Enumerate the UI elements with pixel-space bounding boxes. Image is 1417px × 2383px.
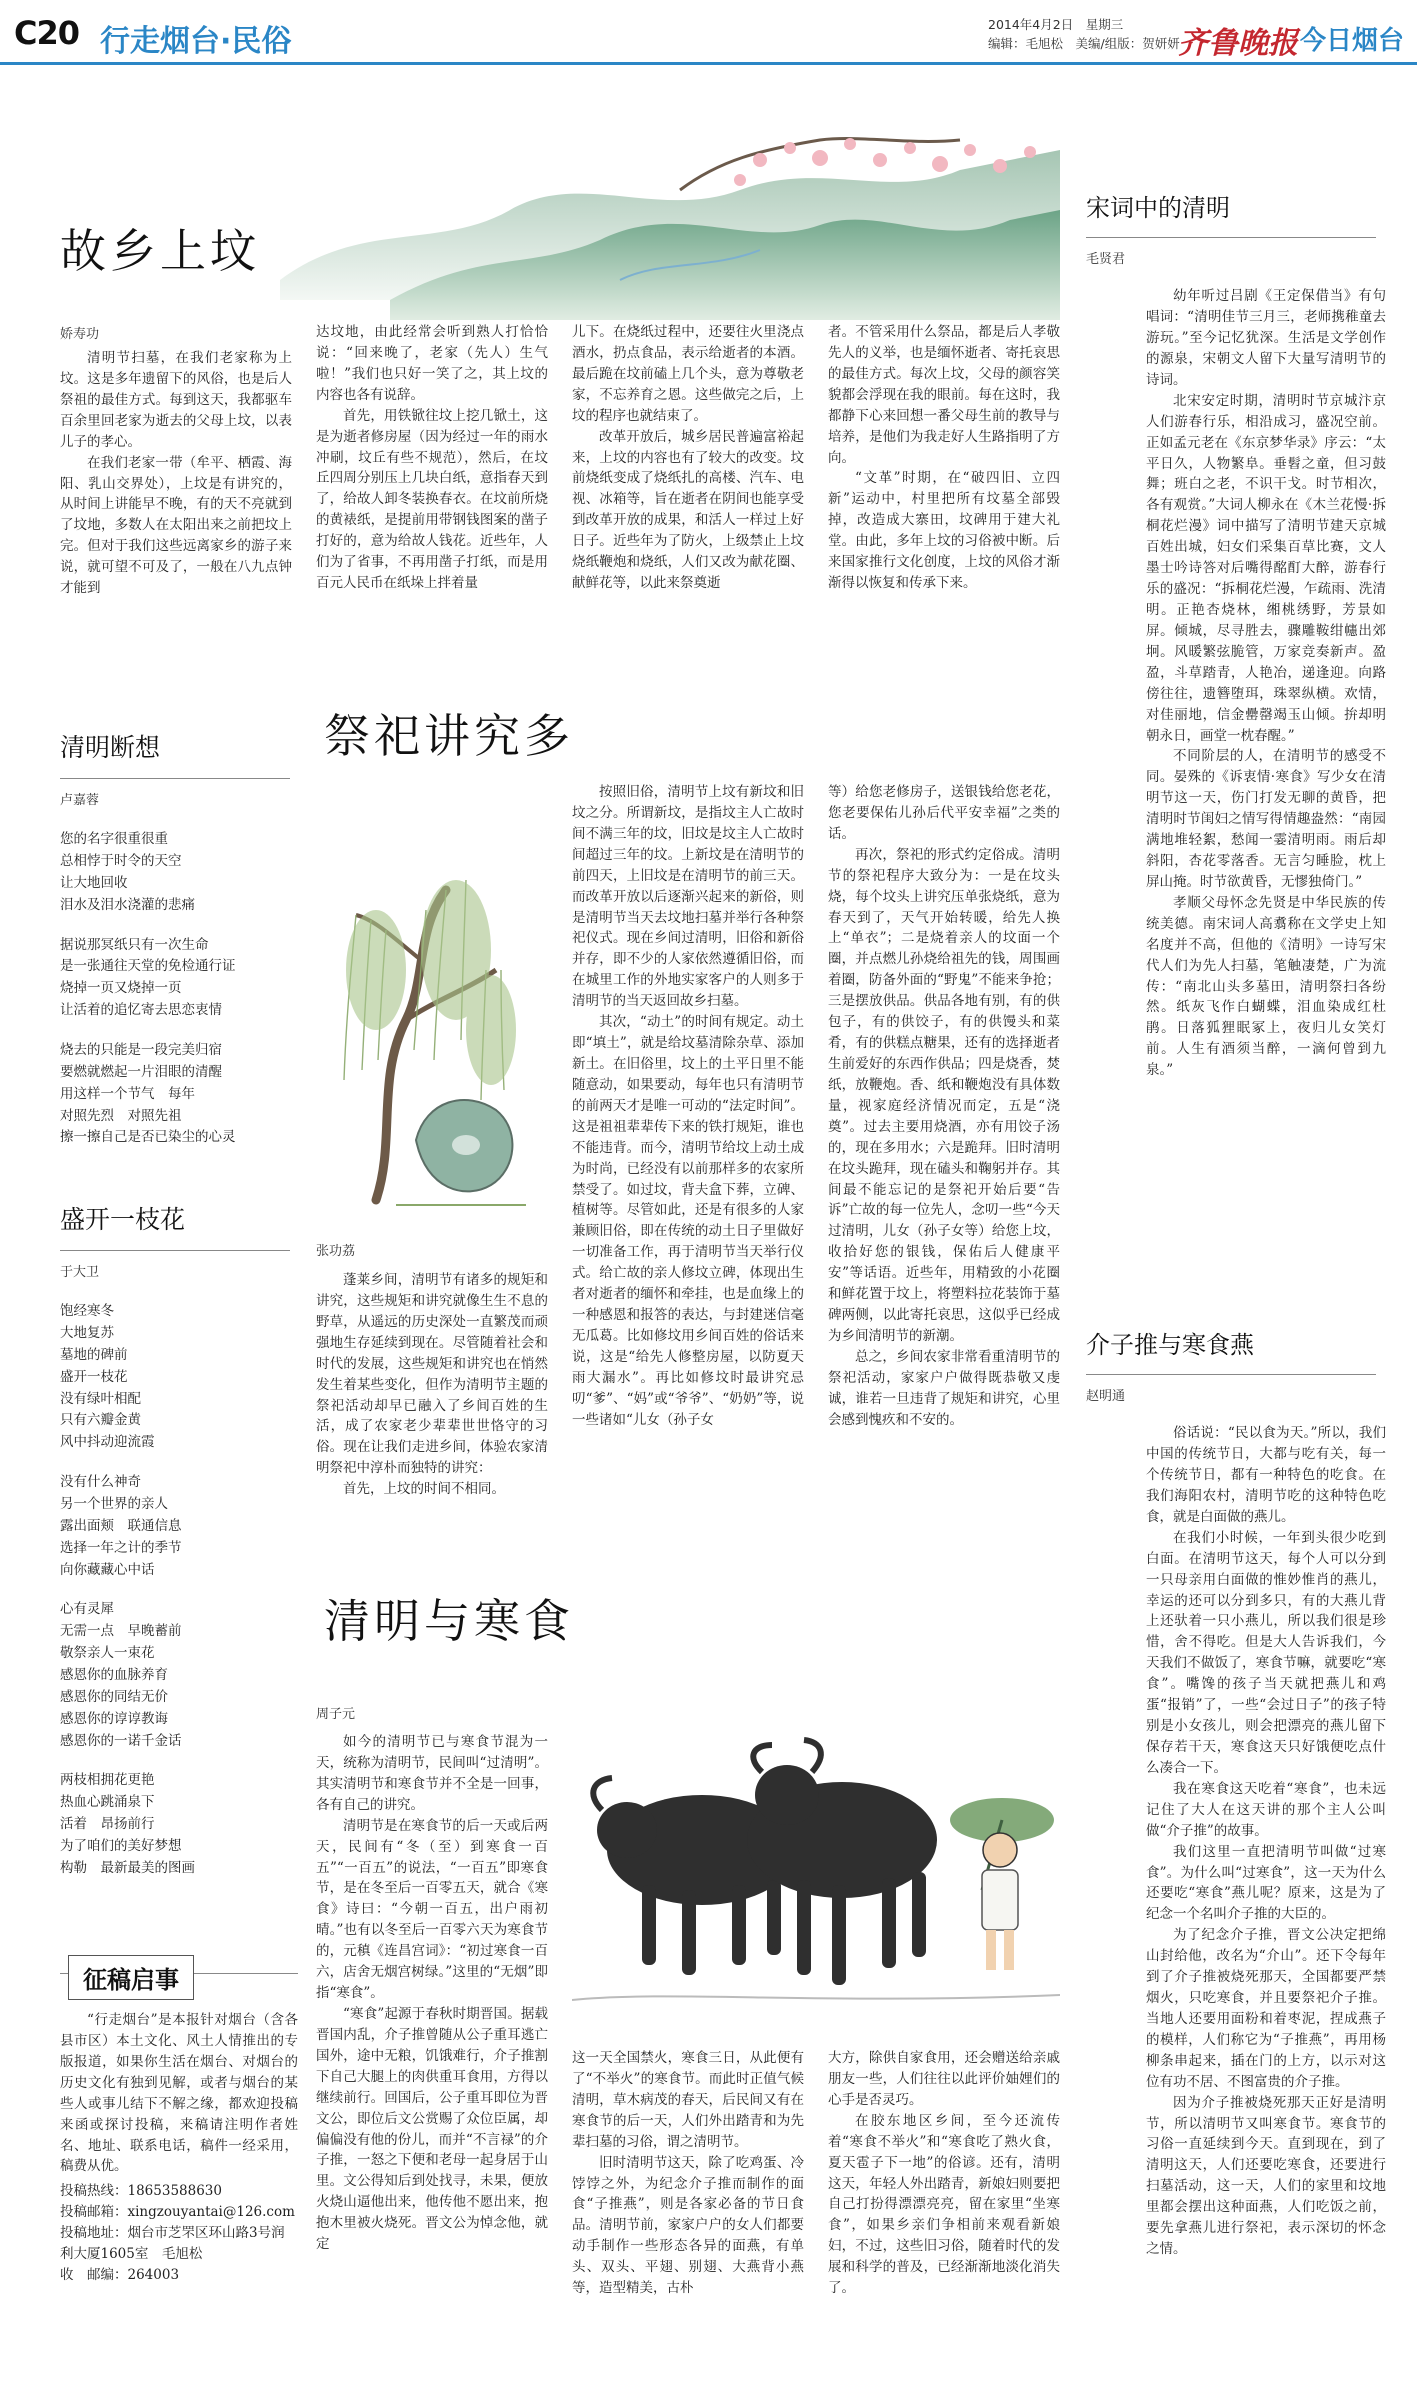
right1-author: 毛贤君	[1086, 252, 1126, 267]
poem-line: 烧去的只能是一段完美归宿	[60, 1042, 222, 1059]
article3-col1	[316, 1732, 548, 2255]
paragraph: 改革开放后，城乡居民普遍富裕起来，上坟的内容也有了较大的改变。坟前烧纸变成了烧纸扎的高楼、汽车、电视、冰箱等，旨在逝者在阴间也能享受到改革开放的成果，和活人一样过上好日子。近些年为了防火，上级禁止上坟烧纸鞭炮和烧纸，人们又改为献花圈、献鲜花等，以此来祭奠逝	[572, 428, 804, 592]
newspaper-logo: 齐鲁晚报	[1178, 26, 1298, 61]
paragraph: 孝顺父母怀念先贤是中华民族的传统美德。南宋词人高翥称在文学史上知名度并不高，但他的《清明》一诗写宋代人们为先人扫墓，笔触凄楚，广为流传：“南北山头多墓田，清明祭扫各纷然。纸灰飞作白蝴蝶，泪血染成红杜鹃。日落狐狸眠冢上，夜归儿女笑灯前。人生有酒须当醉，一滴何曾到九泉。”	[1146, 894, 1386, 1079]
paragraph: 按照旧俗，清明节上坟有新坟和旧坟之分。所谓新坟，是指坟主人亡故时间不满三年的坟，旧坟是坟主人亡故时间超过三年的坟。上新坟是在清明节的前四天，上旧坟是在清明节的前三天。而改革开放以后逐渐兴起来的新俗，则是清明节当天去坟地扫墓并举行各种祭祀仪式。现在乡间过清明，旧俗和新俗并存，即不少的人家依然遵循旧俗，而在城里工作的外地实家客户的人则多于清明节的当天返回故乡扫墓。	[572, 784, 804, 1010]
article3-col2	[572, 2048, 804, 2299]
poem-line: 感恩你的一诺千金话	[60, 1732, 182, 1749]
paragraph: 不同阶层的人，在清明节的感受不同。晏殊的《诉衷情·寒食》写少女在清明节这一天，伤门打发无聊的黄昏，把清明时节闺妇之情写得情趣盎然：“南园满地堆轻絮，愁闻一霎清明雨。雨后却斜阳，杏花零落香。无言匀睡脸，枕上屏山掩。时节欲黄昏，无憀独倚门。”	[1146, 748, 1386, 890]
paragraph: “文革”时期，在“破四旧、立四新”运动中，村里把所有坟墓全部毁掉，改造成大寨田，坟碑用于建大礼堂。由此，多年上坟的习俗被中断。后来国家推行文化创度，上坟的风俗才渐渐得以恢复和传承下来。	[828, 470, 1060, 592]
paragraph: 在我们老家一带（牟平、栖霞、海阳、乳山交界处），上坟是有讲究的，从时间上讲能早不晚，有的天不亮就到了坟地，多数人在太阳出来之前把坟上完。但对于我们这些远离家乡的游子来说，就可望不可及了，一般在八九点钟才能到	[60, 454, 292, 597]
paragraph: “寒食”起源于春秋时期晋国。据载晋国内乱，介子推曾随从公子重耳逃亡国外，途中无粮，饥饿难行，介子推割下自己大腿上的肉供重耳食用，方得以继续前行。回国后，公子重耳即位为晋文公，即位后文公赏赐了众位臣属，却偏偏没有他的份儿，而并“不言禄”的介子推，一怒之下便和老母一起身居于山里。文公得知后到处找寻，未果，便放火烧山逼他出来，他传他不愿出来，抱抱木里被火烧死。晋文公为悼念他，就定	[316, 2005, 548, 2253]
poem1-title: 清明断想	[60, 733, 161, 762]
poem1-body	[60, 829, 298, 1149]
paragraph: 蓬莱乡间，清明节有诸多的规矩和讲究，这些规矩和讲究就像生生不息的野草，从遥远的历史深处一直繁茂而顽强地生存延续到现在。尽管随着社会和时代的发展，这些规矩和讲究也在悄然发生着某些变化，但作为清明节主题的祭祀活动却早已融入了乡间百姓的生活，成了农家老少辈辈世世恪守的习俗。现在让我们走进乡间，体验农家清明祭祀中淳朴而独特的讲究：	[316, 1272, 548, 1477]
notice-title: 征稿启事	[68, 1955, 194, 2000]
right2-title: 介子推与寒食燕	[1086, 1331, 1254, 1359]
contact-hotline: 投稿热线：18653588630	[60, 2183, 222, 2200]
paragraph: 为了纪念介子推，晋文公决定把绵山封给他，改名为“介山”。还下令每年到了介子推被烧死那天，全国都要严禁烟火，只吃寒食，并且要祭祀介子推。当地人还要用面粉和着枣泥，捏成燕子的模样，人们称它为“子推燕”，再用杨柳条串起来，插在门的上方，以示对这位有功不居、不图富贵的介子推。	[1146, 1927, 1386, 2090]
poem-line: 另一个世界的亲人	[60, 1496, 168, 1513]
paragraph: 等）给您老修房子，送银钱给您老花，您老要保佑儿孙后代平安幸福”之类的话。	[828, 784, 1060, 842]
divider	[1086, 1374, 1376, 1375]
poem-line: 没有什么神奇	[60, 1474, 141, 1491]
contact-zip: 收 邮编：264003	[60, 2267, 180, 2284]
poem-line: 是一张通往天堂的免检通行证	[60, 958, 236, 975]
poem2	[60, 1200, 298, 1880]
poem-line: 盛开一枝花	[60, 1368, 128, 1385]
poem2-body	[60, 1301, 298, 1880]
paragraph: 清明节扫墓，在我们老家称为上坟。这是多年遗留下的风俗，也是后人祭祖的最佳方式。每到这天，我都驱车百余里回老家为逝去的父母上坟，以表儿子的孝心。	[60, 350, 292, 450]
poem-line: 活着 昂扬前行	[60, 1816, 155, 1833]
poem-line: 大地复苏	[60, 1325, 114, 1341]
issue-meta	[988, 16, 1180, 54]
header-rule	[0, 62, 1417, 65]
section-title: 行走烟台·民俗	[100, 24, 292, 59]
poem-line: 热血心跳涌泉下	[60, 1794, 155, 1811]
poem-line: 只有六瓣金黄	[60, 1412, 141, 1429]
poem-line: 为了咱们的美好梦想	[60, 1838, 182, 1855]
right2-author: 赵明通	[1086, 1389, 1126, 1404]
paragraph: 幼年听过吕剧《王定保借当》有句唱词：“清明佳节三月三，老师携稚童去游玩。”至今记忆犹深。生活是文学创作的源泉，宋朝文人留下大量写清明节的诗词。	[1146, 288, 1386, 388]
notice-body: “行走烟台”是本报针对烟台（含各县市区）本土文化、风土人情推出的专版报道，如果你生活在烟台、对烟台的历史文化有独到见解，或者与烟台的某些人或事儿结下不解之缘，都欢迎投稿来函或探讨投稿，来稿请注明作者姓名、地址、联系电话，稿件一经采用，稿费从优。	[60, 2012, 298, 2175]
paragraph: 我们这里一直把清明节叫做“过寒食”。为什么叫“过寒食”，这一天为什么还要吃“寒食”燕儿呢？原来，这是为了纪念一个名叫介子推的大臣的。	[1146, 1843, 1386, 1923]
divider	[1086, 237, 1376, 238]
page-header	[0, 0, 1417, 66]
poem-line: 感恩你的谆谆教诲	[60, 1710, 168, 1727]
contact-address: 投稿地址：烟台市芝罘区环山路3号润利大厦1605室 毛旭松	[60, 2225, 285, 2263]
article1-title: 故乡上坟	[60, 224, 260, 278]
paragraph: 我在寒食这天吃着“寒食”，也未远记住了大人在这天讲的那个主人公叫做“介子推”的故事。	[1146, 1780, 1386, 1839]
buffalo-child-painting	[572, 1700, 1060, 2040]
edition-logo: 今日烟台	[1300, 26, 1405, 56]
paragraph: 在胶东地区乡间，至今还流传着“寒食不举火”和“寒食吃了熟火食，夏天雹子下一地”的俗谚。还有，清明这天，年轻人外出踏青，新娘妇则要把自己打扮得漂漂亮亮，留在家里“坐寒食”，如果乡亲们争相前来观看新娘妇，不过，这些旧习俗，随着时代的发展和科学的普及，已经渐渐地淡化消失了。	[828, 2112, 1060, 2297]
poem1	[60, 728, 298, 1149]
poem-line: 烧掉一页又烧掉一页	[60, 980, 182, 997]
poem2-title: 盛开一枝花	[60, 1205, 186, 1234]
article2-col2	[572, 782, 804, 1431]
poem-line: 让大地回收	[60, 874, 128, 891]
article2-author: 张功荔	[316, 1244, 356, 1259]
right1-title: 宋词中的清明	[1086, 194, 1230, 222]
divider	[60, 778, 290, 779]
paragraph: 如今的清明节已与寒食节混为一天，统称为清明节，民间叫“过清明”。其实清明节和寒食节并不全是一回事，各有自己的讲究。	[316, 1734, 548, 1813]
paragraph: 达坟地，由此经常会听到熟人打恰恰说：“回来晚了，老家（先人）生气啦！”我们也只好一笑了之，其上坟的内容也各有说辞。	[316, 324, 548, 403]
paragraph: 再次，祭祀的形式约定俗成。清明节的祭祀程序大致分为：一是在坟头烧，每个坟头上讲究压单张烧纸，意为春天到了，天气开始转暖，给先人换上“单衣”；二是烧着亲人的坟面一个圈，并点燃儿孙烧给祖先的钱，周围画着圈，防备外面的“野鬼”不能来争抢；三是摆放供品。供品各地有别，有的供包子，有的供饺子，有的供馒头和菜肴，有的供糕点糖果，还有的选择逝者生前爱好的东西作供品；四是烧香，焚纸，放鞭炮。香、纸和鞭炮没有具体数量，视家庭经济情况而定，五是“浇奠”。过去主要用烧酒，亦有用饺子汤的，现在多用水；六是跪拜。旧时清明在坟头跪拜，现在磕头和鞠躬并存。其间最不能忘记的是祭祀开始后要“告诉”亡故的每一位先人，念叨一些“今天过清明，儿女（孙子女等）给您上坟，收拾好您的银钱，保佑后人健康平安”等话语。近些年，用精致的小花圈和鲜花置于坟上，将塑料拉花装饰于墓碑两侧，以此寄托哀思，这似乎已经成为乡间清明节的新潮。	[828, 846, 1060, 1344]
paragraph: 清明节是在寒食节的后一天或后两天，民间有“冬（至）到寒食一百五”“一百五”的说法，“一百五”即寒食节，是在冬至后一百零五天，就合《寒食》诗曰：“今朝一百五，出户雨初晴。”也有以冬至后一百零六天为寒食节的，元稹《连昌宫词》：“初过寒食一百六，店舍无烟宫树绿。”这里的“无烟”即指“寒食”。	[316, 1817, 548, 2002]
article2-col3	[828, 782, 1060, 1431]
paragraph: 俗话说：“民以食为天。”所以，我们中国的传统节日，大都与吃有关，每一个传统节日，都有一种特色的吃食。在我们海阳农村，清明节吃的这种特色吃食，就是白面做的燕儿。	[1146, 1425, 1386, 1525]
poem-line: 风中抖动迎流霞	[60, 1434, 155, 1451]
poem-line: 让活着的追忆寄去思恋衷情	[60, 1002, 222, 1019]
poem-line: 用这样一个节气 每年	[60, 1085, 195, 1102]
article3-title: 清明与寒食	[324, 1594, 574, 1648]
paragraph: 首先，上坟的时间不相同。	[343, 1481, 505, 1498]
paragraph: 总之，乡间农家非常看重清明节的祭祀活动，家家户户做得既恭敬又虔诚，谁若一旦违背了规矩和讲究，心里会感到愧疚和不安的。	[828, 1348, 1060, 1428]
poem-line: 饱经寒冬	[60, 1303, 114, 1320]
poem-line: 没有绿叶相配	[60, 1390, 141, 1407]
poem-line: 据说那冥纸只有一次生命	[60, 936, 209, 953]
divider	[60, 1250, 290, 1251]
right2-body	[1146, 1423, 1386, 2260]
poem-line: 感恩你的同结无价	[60, 1688, 168, 1705]
article1-author: 娇寿功	[60, 327, 100, 342]
poem-line: 总相悖于时令的天空	[60, 853, 182, 869]
poem-line: 要燃就燃起一片泪眼的清醒	[60, 1063, 222, 1080]
paragraph: 其次，“动土”的时间有规定。动土即“填土”，就是给坟墓清除杂草、添加新土。在旧俗里，坟上的土平日里不能随意动，如果要动，每年也只有清明节的前两天才是唯一可动的“法定时间”。这是祖祖辈辈传下来的铁打规矩，谁也不能违背。而今，清明节给坟上动土成为时尚，已经没有以前那样多的农家所禁受了。如过坟，背夫盒下葬，立碑、植树等。尽管如此，还是有很多的人家兼顾旧俗，即在传统的动土日子里做好一切准备工作，再于清明节当天举行仪式。给亡故的亲人修坟立碑，体现出生者对逝者的缅怀和牵挂，也是血缘上的一种感恩和报答的表达，与封建迷信毫无瓜葛。比如修坟用乡间百姓的俗话来说，这是“给先人修整房屋，以防夏天雨大漏水”。再比如修坟时最讲究忌叨“爹”、“妈”或“爷爷”、“奶奶”等，说一些诸如“儿女（孙子女	[572, 1014, 804, 1428]
notice-contacts	[60, 2181, 298, 2286]
poem2-author: 于大卫	[60, 1265, 100, 1280]
poem-line: 感恩你的血脉养育	[60, 1667, 168, 1684]
poem-line: 您的名字很重很重	[60, 831, 168, 848]
right-article1	[1086, 188, 1386, 1081]
poem-line: 泪水及泪水浇灌的悲痛	[60, 896, 195, 913]
poem-line: 向你藏藏心中话	[60, 1561, 155, 1578]
poem-line: 选择一年之计的季节	[60, 1539, 182, 1556]
right1-body	[1146, 286, 1386, 1081]
poem-line: 擦一擦自己是否已染尘的心灵	[60, 1129, 236, 1146]
page-number: C20	[14, 14, 80, 52]
poem-line: 对照先烈 对照先祖	[60, 1107, 182, 1124]
article1-col4	[828, 322, 1060, 594]
poem-line: 两枝相拥花更艳	[60, 1772, 155, 1789]
paragraph: 者。不管采用什么祭品，都是后人孝敬先人的义举，也是缅怀逝者、寄托哀思的最佳方式。每次上坟，父母的颜容笑貌都会浮现在我的眼前。每在这时，我都静下心来回想一番父母生前的教导与培养，是他们为我走好人生路指明了方向。	[828, 324, 1060, 466]
willow-rock-painting	[316, 820, 548, 1220]
poem1-author: 卢嘉蓉	[60, 793, 100, 808]
article2-title: 祭祀讲究多	[324, 709, 574, 763]
paragraph: 因为介子推被烧死那天正好是清明节，所以清明节又叫寒食节。寒食节的习俗一直延续到今天。直到现在，到了清明这天，人们还要吃寒食，还要进行扫墓活动，这一天，人们的家里和坟地里都会摆出这种面燕，人们吃饭之前，要先拿燕儿进行祭祀，表示深切的怀念之情。	[1146, 2094, 1386, 2258]
article3-col3	[828, 2048, 1060, 2299]
article1-col3	[572, 322, 804, 594]
poem-line: 无需一点 早晚蓄前	[60, 1623, 182, 1640]
article1-col2	[316, 322, 548, 594]
right-article2	[1086, 1325, 1386, 2260]
article3-author: 周子元	[316, 1707, 356, 1722]
poem-line: 墓地的碑前	[60, 1346, 128, 1363]
paragraph: 这一天全国禁火，寒食三日，从此便有了“不举火”的寒食节。而此时正值气候清明，草木病茂的春天，后民间又有在寒食节的后一天，人们外出踏青和为先辈扫墓的习俗，谓之清明节。	[572, 2050, 804, 2150]
poem-line: 露出面颊 联通信息	[60, 1517, 182, 1534]
paragraph: 大方，除供自家食用，还会赠送给亲戚朋友一些，人们往往以此评价妯娌们的心手是否灵巧。	[828, 2050, 1060, 2108]
contact-email: 投稿邮箱：xingzouyantai@126.com	[60, 2204, 295, 2221]
issue-date: 2014年4月2日 星期三	[988, 17, 1124, 32]
call-for-papers	[60, 1955, 298, 2286]
paragraph: 首先，用铁锨往坟上挖几锨土，这是为逝者修房屋（因为经过一年的雨水冲刷，坟丘有些不规范），然后，在坟丘四周分别压上几块白纸，意指春天到了，给故人卸冬装换春衣。在坟前所烧的黄裱纸，是提前用带钢钱图案的凿子打好的，意为给故人钱花。近些年，人们为了省事，不再用凿子打纸，而是用百元人民币在纸垛上拌着量	[316, 407, 548, 592]
issue-editors: 编辑：毛旭松 美编/组版：贺妍妍	[988, 35, 1180, 51]
article1-col1	[60, 348, 292, 599]
paragraph: 儿下。在烧纸过程中，还要往火里浇点酒水，扔点食品，表示给逝者的本酒。最后跪在坟前磕上几个头，意为尊敬老家，不忘养育之恩。这些做完之后，上坟的程序也就结束了。	[572, 324, 804, 424]
paragraph: 在我们小时候，一年到头很少吃到白面。在清明节这天，每个人可以分到一只母亲用白面做的惟妙惟肖的燕儿，幸运的还可以分到多只，有的大燕儿背上还驮着一只小燕儿，所以我们很是珍惜，舍不得吃。但是大人告诉我们，今天我们不做饭了，寒食节嘛，就要吃“寒食”。嘴馋的孩子当天就把燕儿和鸡蛋“报销”了，一些“会过日子”的孩子特别是小女孩儿，则会把漂亮的燕儿留下保存若干天，寒食这天只好饿便吃点什么凑合一下。	[1146, 1529, 1386, 1776]
paragraph: 旧时清明节这天，除了吃鸡蛋、冷饽饽之外，为纪念介子推而制作的面食“子推燕”，则是各家必备的节日食品。清明节前，家家户户的女人们都要动手制作一些形态各异的面燕，有单头、双头、平翅、别翅、大燕背小燕等，造型精美，古朴	[572, 2154, 804, 2297]
poem-line: 敬祭亲人一束花	[60, 1645, 155, 1662]
paragraph: 北宋安定时期，清明时节京城汴京人们游春行乐，相沿成习，盛况空前。正如孟元老在《东京梦华录》序云：“太平日久，人物繁阜。垂髫之童，但习鼓舞；班白之老，不识干戈。时节相次，各有观赏。”大词人柳永在《木兰花慢·拆桐花烂漫》词中描写了清明节建天京城百姓出城，妇女们采集百草比赛，文人墨士吟诗答对后嘴得酩酊大醉，游春行乐的盛况：“拆桐花烂漫，乍疏雨、洗清明。正艳杏烧林，缃桃绣野，芳景如屏。倾城，尽寻胜去，骤雕鞍绀幰出郊坰。风暖繁弦脆管，万家竞奏新声。盈盈，斗草踏青，人艳冶，递逢迎。向路傍往往，遗簪堕珥，珠翠纵横。欢情，对佳丽地，信金罍罄竭玉山倾。拚却明朝永日，画堂一枕春醒。”	[1146, 392, 1386, 744]
poem-line: 心有灵犀	[60, 1601, 114, 1618]
article2-col1	[316, 1270, 548, 1500]
poem-line: 构勒 最新最美的图画	[60, 1859, 195, 1876]
